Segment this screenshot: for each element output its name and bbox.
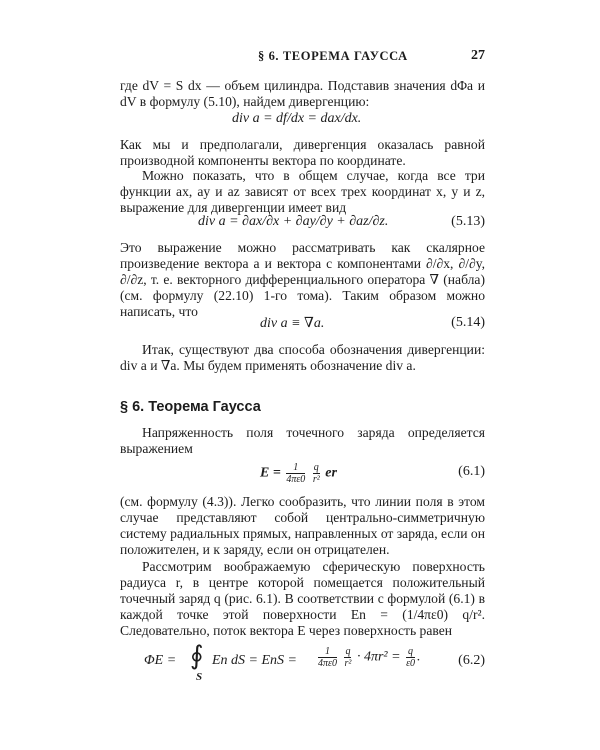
paragraph-divergence-intro: где dV = S dx — объем цилиндра. Подставив значения dΦa и dV в формулу (5.10), найдем дивергенцию: — [120, 78, 485, 109]
paragraph-two-notations: Итак, существуют два способа обозначения дивергенции: div a и ∇a. Мы будем применять обозначение div a. — [120, 342, 485, 373]
page-header — [120, 49, 485, 67]
sphere-area-term: · 4πr² = — [356, 649, 401, 665]
equation-text: div a = df/dx = dax/dx. — [232, 111, 362, 126]
equation-6-2 — [120, 643, 485, 683]
flux-lhs: ΦE = — [144, 653, 177, 668]
paragraph-spherical-surface: Рассмотрим воображаемую сферическую поверхность радиуса r, в центре которой помещается положительный точечный заряд q (рис. 6.1). В соответствии с формулой (6.1) в каждой точке этой поверхности En = (1/4πε0) q/r². Следовательно, поток вектора E через поверхность равен — [120, 559, 485, 638]
equation-number: (6.2) — [458, 653, 485, 668]
fraction-denominator: r² — [312, 474, 320, 485]
equation-number: (6.1) — [458, 464, 485, 479]
fraction-charge-over-r2 — [344, 646, 351, 669]
paragraph-field-lines: (см. формулу (4.3)). Легко сообразить, что линии поля в этом случае представляют собой центрально-симметричную систему радиальных прямых, направленных от заряда, если он положителен, и к заряду, если он отрицателен. — [120, 494, 485, 557]
equation-6-1 — [120, 458, 485, 486]
flux-rhs — [316, 646, 421, 669]
fraction-numerator: q — [345, 646, 351, 657]
fraction-charge-over-epsilon — [406, 646, 415, 669]
equation-divergence-cylinder — [120, 111, 485, 131]
fraction-charge-over-r2 — [313, 462, 320, 485]
fraction-numerator: 1 — [318, 646, 337, 658]
unit-vector-symbol: er — [325, 465, 337, 481]
fraction-denominator: 4πε0 — [318, 658, 337, 669]
fraction-denominator: ε0 — [406, 658, 416, 669]
equation-5-14 — [120, 315, 485, 335]
fraction-numerator: q — [313, 462, 319, 473]
contour-integral-icon: ∮ — [190, 641, 204, 670]
equation-number: (5.13) — [451, 214, 485, 229]
paragraph-divergence-derivative: Как мы и предполагали, дивергенция оказалась равной производной компоненты вектора по координате. — [120, 137, 485, 168]
integral-surface-label: S — [196, 671, 203, 683]
fraction-denominator: 4πε0 — [286, 474, 306, 485]
field-vector-symbol: E = — [260, 465, 281, 481]
equation-number: (5.14) — [451, 315, 485, 330]
fraction-numerator: q — [408, 646, 414, 657]
fraction-coulomb-constant — [318, 646, 337, 669]
fraction-numerator: 1 — [286, 462, 305, 474]
running-title: § 6. ТЕОРЕМА ГАУССА — [258, 49, 408, 63]
paragraph-point-charge-field: Напряженность поля точечного заряда определяется выражением — [120, 425, 485, 456]
equation-formula — [260, 462, 337, 485]
section-heading: § 6. Теорема Гаусса — [120, 399, 261, 415]
equation-5-13 — [120, 214, 485, 234]
paragraph-general-case: Можно показать, что в общем случае, когда все три функции ax, ay и az зависят от всех трех координат x, y и z, выражение для дивергенции имеет вид — [120, 168, 485, 215]
equation-period: . — [417, 649, 421, 665]
fraction-coulomb-constant — [286, 462, 305, 485]
fraction-denominator: r² — [344, 658, 352, 669]
equation-text: div a = ∂ax/∂x + ∂ay/∂y + ∂az/∂z. — [198, 214, 389, 229]
flux-middle: En dS = EnS = — [212, 653, 297, 668]
page-number: 27 — [471, 48, 485, 63]
paragraph-scalar-product: Это выражение можно рассматривать как скалярное произведение вектора a и вектора с компонентами ∂/∂x, ∂/∂y, ∂/∂z, т. е. векторного дифференциального оператора ∇ (набла) (см. формулу (22.10) 1-го тома). Таким образом можно написать, что — [120, 240, 485, 319]
equation-text: div a ≡ ∇a. — [260, 316, 325, 331]
